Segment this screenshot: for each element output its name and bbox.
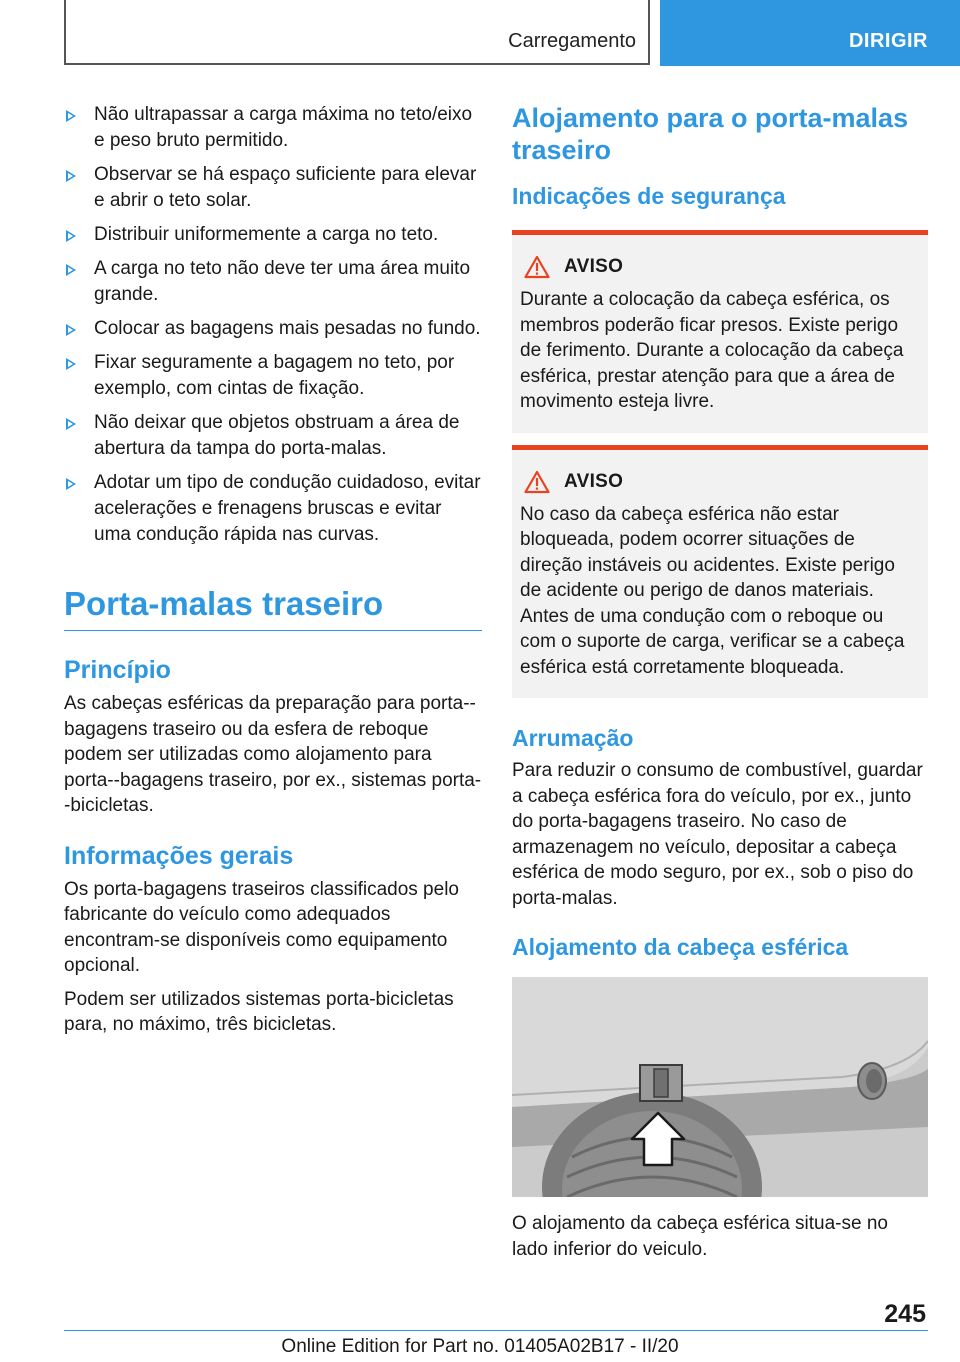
warning-box bbox=[512, 445, 928, 699]
header-chapter-label: DIRIGIR bbox=[848, 30, 928, 52]
footer-rule bbox=[64, 1330, 928, 1331]
section-title-carrier-mount: Alojamento para o porta-malas traseiro bbox=[512, 103, 909, 165]
footer-edition bbox=[0, 1336, 960, 1358]
warning-triangle-icon bbox=[524, 470, 550, 494]
bullet-triangle-icon bbox=[66, 358, 76, 370]
bullet-triangle-icon bbox=[66, 478, 76, 490]
storage-paragraph: Para reduzir o consumo de combustível, guardar a cabeça esférica fora do veículo, por ex., junto do porta-bagagens traseiro. No caso de armazenagem no veículo, depositar a cabeça esférica de modo seguro, por ex., sob o piso do porta-malas. bbox=[512, 760, 923, 909]
list-item: Fixar seguramente a bagagem no teto, por exemplo, com cintas de fixação. bbox=[64, 350, 482, 402]
loading-rules-list bbox=[64, 102, 482, 548]
list-item: Adotar um tipo de condução cuidadoso, evitar acelerações e frenagens bruscas e evitar uma condução rápida nas curvas. bbox=[64, 470, 482, 548]
subsection-title-ball-mount: Alojamento da cabeça esférica bbox=[512, 934, 849, 960]
warning-label: AVISO bbox=[564, 256, 624, 277]
list-item: Colocar as bagagens mais pesadas no fundo. bbox=[64, 316, 482, 342]
principle-paragraph: As cabeças esféricas da preparação para porta--bagagens traseiro ou da esfera de reboque podem ser utilizadas como alojamento para porta--bagagens traseiro, por ex., sistemas porta--bicicletas. bbox=[64, 693, 482, 816]
right-column bbox=[512, 102, 928, 1262]
warning-text: Durante a colocação da cabeça esférica, os membros poderão ficar presos. Existe perigo de ferimento. Durante a colocação da cabeça esférica, prestar atenção para que a área de movimento esteja livre. bbox=[520, 289, 904, 412]
section-title-rear-carrier: Porta-malas traseiro bbox=[64, 585, 384, 622]
bullet-triangle-icon bbox=[66, 170, 76, 182]
general-info-paragraph-2: Podem ser utilizados sistemas porta-bicicletas para, no máximo, três bicicletas. bbox=[64, 988, 454, 1035]
subsection-title-general-info: Informações gerais bbox=[64, 841, 294, 870]
header-frame-bottom bbox=[64, 63, 650, 65]
bullet-triangle-icon bbox=[66, 324, 76, 336]
warning-triangle-icon bbox=[524, 255, 550, 279]
page-number: 245 bbox=[884, 1300, 926, 1328]
subsection-title-safety: Indicações de segurança bbox=[512, 183, 786, 209]
bullet-triangle-icon bbox=[66, 110, 76, 122]
list-item: Distribuir uniformemente a carga no teto. bbox=[64, 222, 482, 248]
list-item: A carga no teto não deve ter uma área muito grande. bbox=[64, 256, 482, 308]
header-section-title: Carregamento bbox=[508, 30, 636, 52]
warning-text: No caso da cabeça esférica não estar bloqueada, podem ocorrer situações de direção instáveis ou acidentes. Existe perigo de acidente ou perigo de danos materiais. Antes de uma condução com o reboque ou com o suporte de carga, verificar se a cabeça esférica está corretamente bloqueada. bbox=[520, 503, 905, 678]
footer-edition-text: Online Edition for Part no. 01405A02B17 - II/20 bbox=[281, 1336, 679, 1357]
left-column bbox=[64, 102, 482, 1038]
bullet-triangle-icon bbox=[66, 230, 76, 242]
warning-label: AVISO bbox=[564, 470, 624, 492]
warning-box bbox=[512, 230, 928, 433]
header-chapter-tab[interactable] bbox=[660, 0, 960, 66]
bullet-triangle-icon bbox=[66, 264, 76, 276]
subsection-title-storage: Arrumação bbox=[512, 725, 634, 751]
list-item: Não deixar que objetos obstruam a área de abertura da tampa do porta-malas. bbox=[64, 410, 482, 462]
list-item: Não ultrapassar a carga máxima no teto/eixo e peso bruto permitido. bbox=[64, 102, 482, 154]
header-frame-right bbox=[648, 0, 650, 64]
subsection-title-principle: Princípio bbox=[64, 656, 171, 684]
bullet-triangle-icon bbox=[66, 418, 76, 430]
general-info-paragraph-1: Os porta-bagagens traseiros classificados pelo fabricante do veículo como adequados encontram-se disponíveis como equipamento opcional. bbox=[64, 878, 459, 976]
ball-mount-drawing bbox=[512, 977, 928, 1197]
illustration-caption: O alojamento da cabeça esférica situa-se no lado inferior do veiculo. bbox=[512, 1213, 888, 1260]
header-frame-left bbox=[64, 0, 66, 64]
ball-mount-illustration bbox=[512, 977, 928, 1197]
list-item: Observar se há espaço suficiente para elevar e abrir o teto solar. bbox=[64, 162, 482, 214]
